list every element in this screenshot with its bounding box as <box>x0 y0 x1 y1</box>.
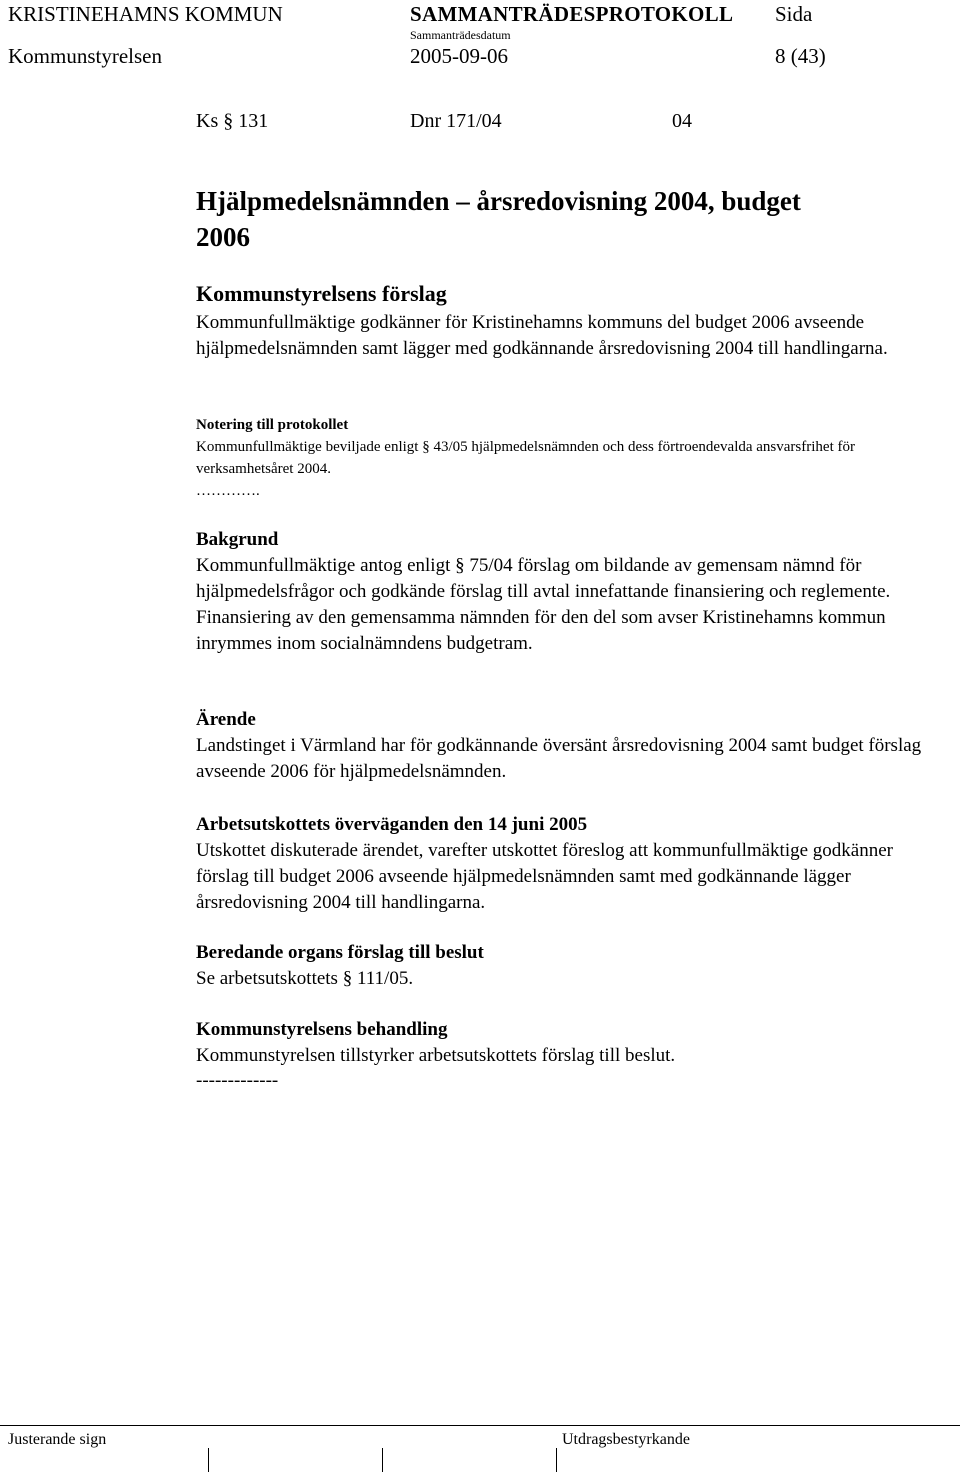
footer-sign-box-divider <box>382 1448 383 1472</box>
header-org: KRISTINEHAMNS KOMMUN <box>8 2 283 26</box>
header-date-label: Sammanträdesdatum <box>410 28 511 42</box>
au-text: Utskottet diskuterade ärendet, varefter utskottet föreslog att kommunfullmäktige godkänner förslag till budget 2006 avseende hjälpmedelsnämnden samt med godkännande lägger årsredovisning 2004 till handlingarna. <box>196 840 893 913</box>
bakgrund-heading: Bakgrund <box>196 529 279 550</box>
beredande-text: Se arbetsutskottets § 111/05. <box>196 968 414 989</box>
footer-rule <box>0 1425 960 1426</box>
header-date: 2005-09-06 <box>410 44 508 68</box>
case-code: 04 <box>672 110 692 132</box>
page-title: Hjälpmedelsnämnden – årsredovisning 2004, budget <box>196 186 801 216</box>
behandling-text: Kommunstyrelsen tillstyrker arbetsutskottets förslag till beslut. <box>196 1045 676 1066</box>
header-doc-type: SAMMANTRÄDESPROTOKOLL <box>410 2 734 26</box>
footer-sign-box-divider <box>208 1448 209 1472</box>
footer-extract-label: Utdragsbestyrkande <box>562 1431 690 1448</box>
end-separator: ------------- <box>196 1070 279 1091</box>
header-body: Kommunstyrelsen <box>8 44 162 68</box>
header-page: 8 (43) <box>775 44 826 68</box>
footer-sign-label: Justerande sign <box>8 1431 107 1448</box>
beredande-heading: Beredande organs förslag till beslut <box>196 942 484 963</box>
arende-heading: Ärende <box>196 709 256 730</box>
behandling-heading: Kommunstyrelsens behandling <box>196 1019 448 1040</box>
notering-heading: Notering till protokollet <box>196 417 349 433</box>
footer-sign-box-divider <box>556 1448 557 1472</box>
page-title-year: 2006 <box>196 222 250 252</box>
forslag-text: Kommunfullmäktige godkänner för Kristinehamns kommuns del budget 2006 avseende hjälpmedelsnämnden samt lägger med godkännande årsredovisning 2004 till handlingarna. <box>196 312 888 359</box>
case-ks: Ks § 131 <box>196 110 269 132</box>
dots-separator: …………. <box>196 483 260 499</box>
arende-text: Landstinget i Värmland har för godkännande översänt årsredovisning 2004 samt budget förslag avseende 2006 för hjälpmedelsnämnden. <box>196 735 922 782</box>
header-page-label: Sida <box>775 2 813 26</box>
au-heading: Arbetsutskottets överväganden den 14 juni 2005 <box>196 814 588 835</box>
forslag-heading: Kommunstyrelsens förslag <box>196 281 447 306</box>
case-dnr: Dnr 171/04 <box>410 110 502 132</box>
notering-text: Kommunfullmäktige beviljade enligt § 43/05 hjälpmedelsnämnden och dess förtroendevalda ansvarsfrihet för verksamhetsåret 2004. <box>196 439 855 477</box>
bakgrund-text: Kommunfullmäktige antog enligt § 75/04 förslag om bildande av gemensam nämnd för hjälpmedelsfrågor och godkände förslag till avtal innefattande finansiering och reglemente. Finansiering av den gemensamma nämnden för den del som avser Kristinehamns kommun inrymmes inom socialnämndens budgetram. <box>196 555 891 654</box>
